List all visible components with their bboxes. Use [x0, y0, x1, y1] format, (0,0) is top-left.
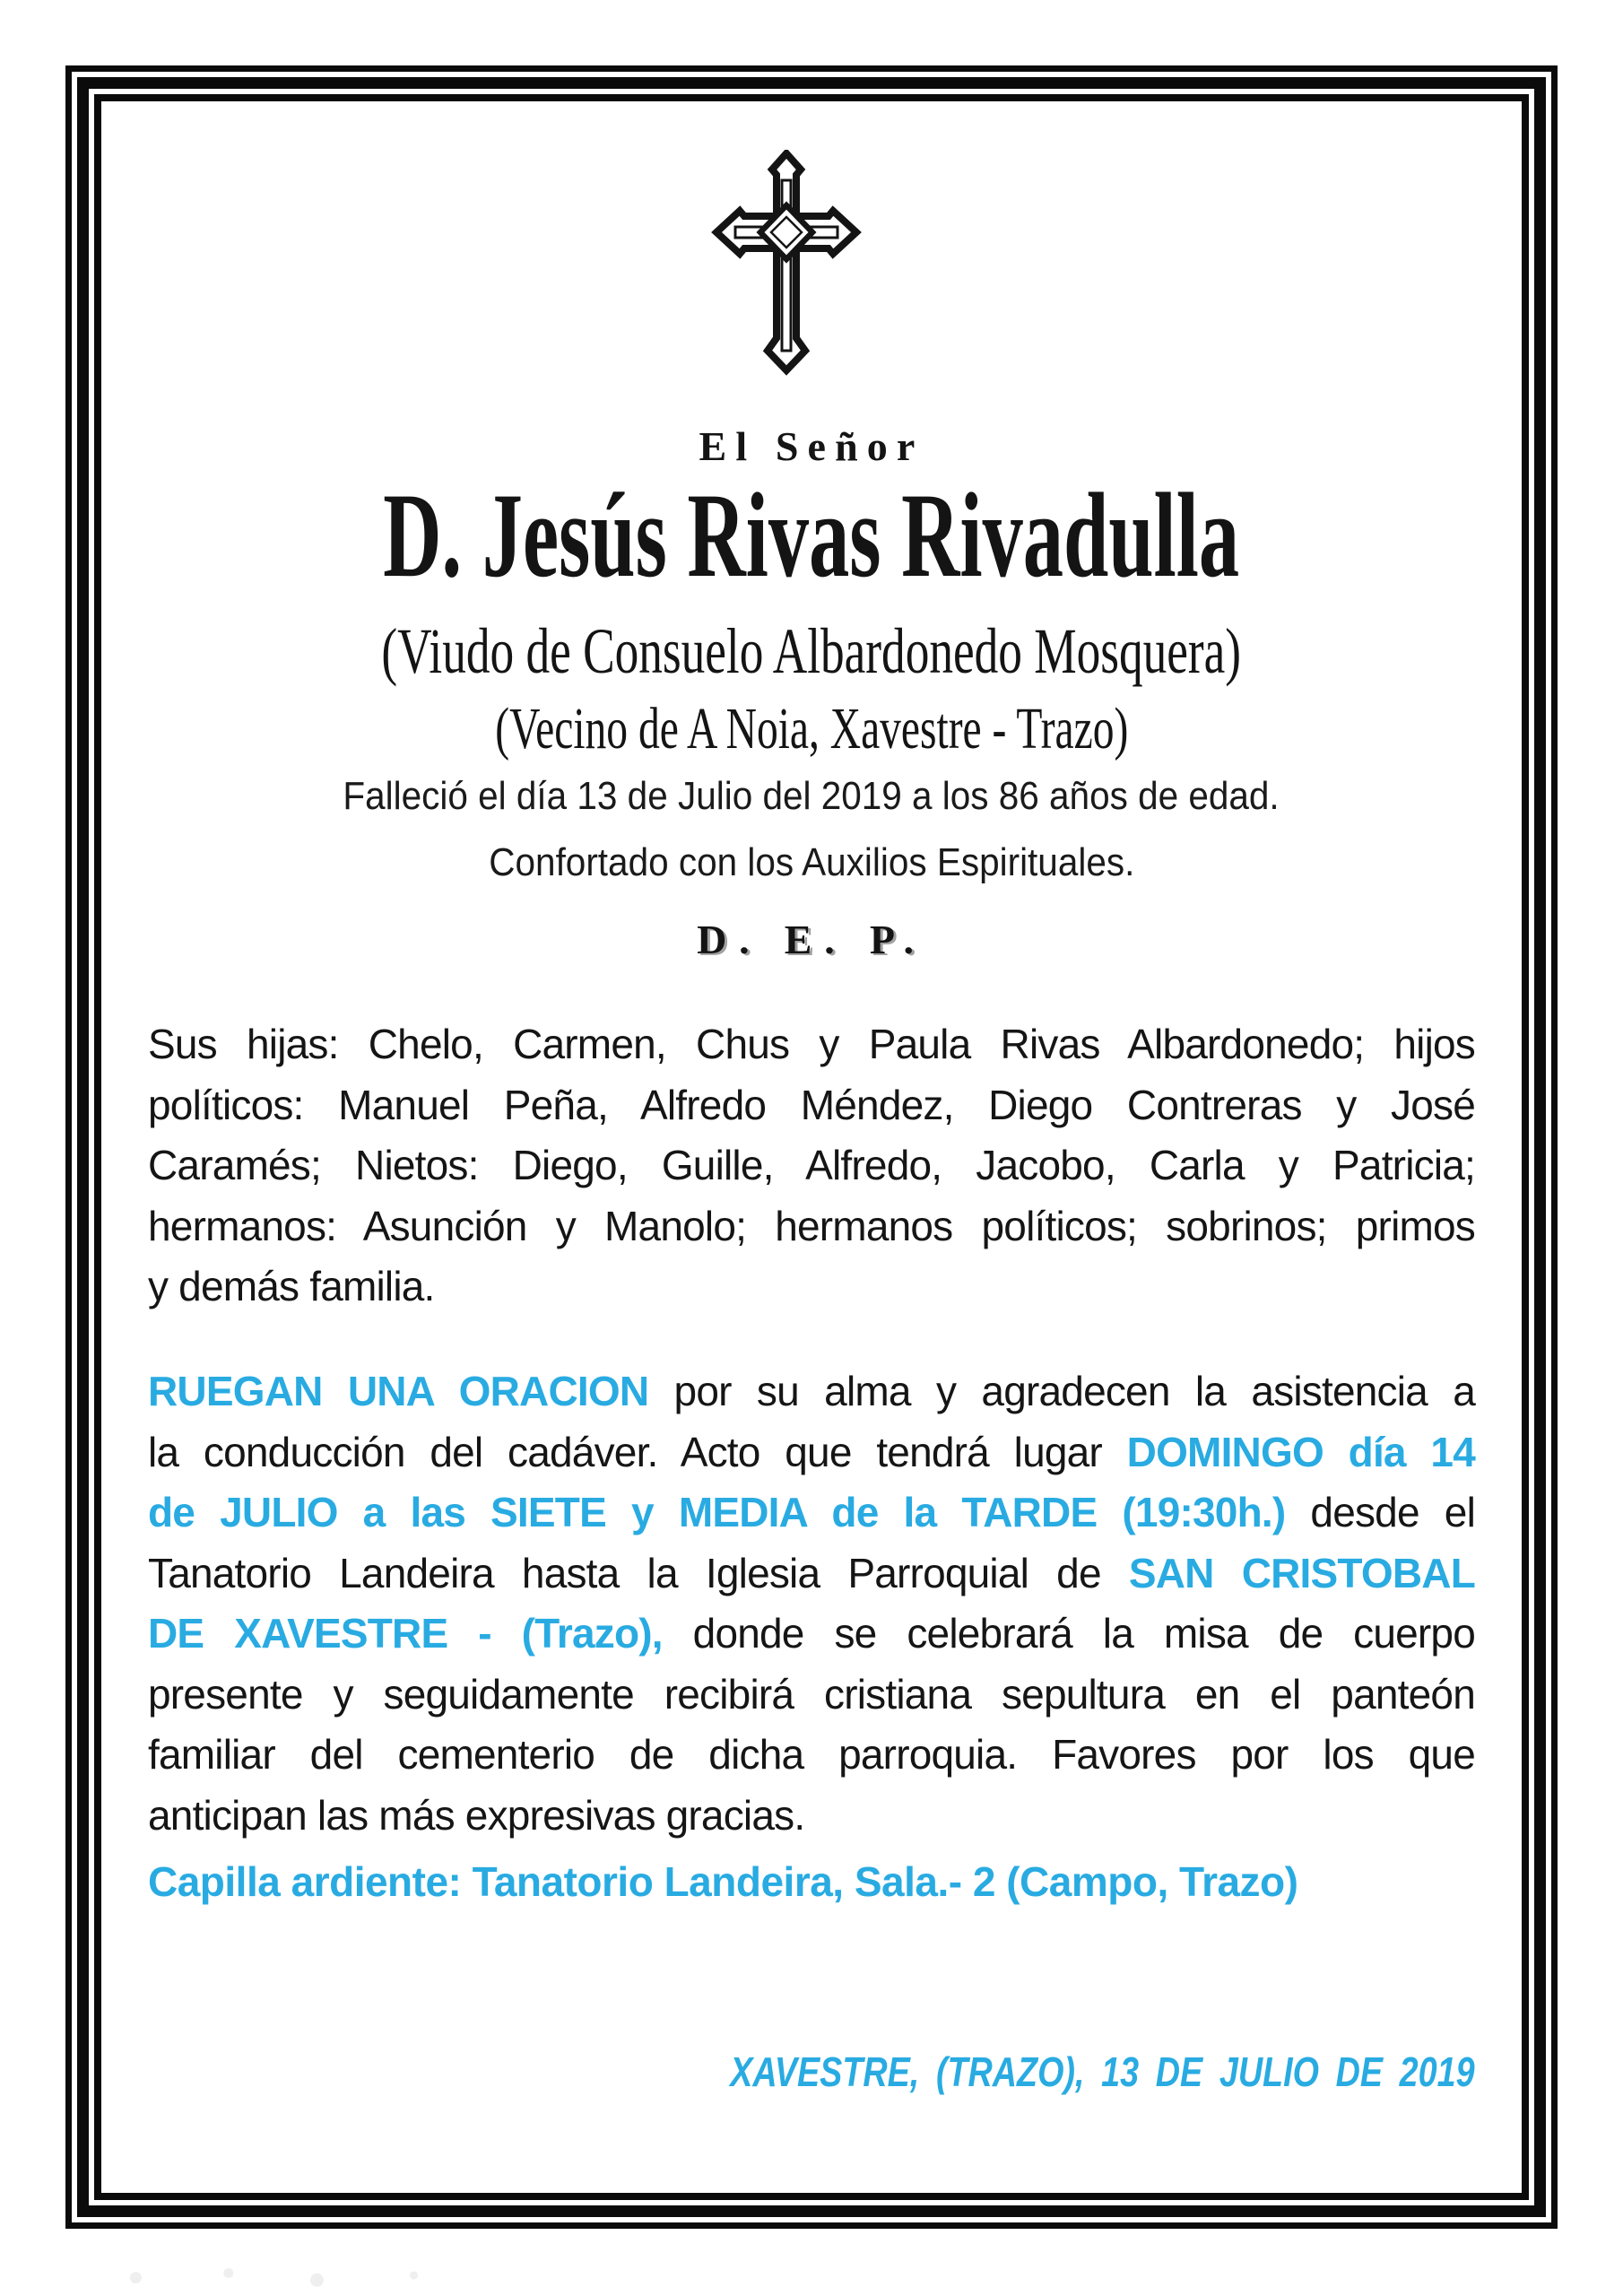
- dep-abbreviation: D. E. P.: [697, 917, 926, 962]
- paragraph-line: [148, 1196, 1475, 1257]
- highlighted-text: DE XAVESTRE - (Trazo),: [148, 1610, 663, 1657]
- body-text: políticos: Manuel Peña, Alfredo Méndez, Diego Contreras y José: [148, 1081, 1475, 1128]
- place-date-line: XAVESTRE, (TRAZO), 13 DE JULIO DE 2019: [730, 2048, 1475, 2095]
- paragraph-line: [148, 1665, 1475, 1726]
- announcement-paragraph: [148, 1361, 1475, 1846]
- body-text: y demás familia.: [148, 1263, 435, 1309]
- residence-line-row: [101, 695, 1522, 763]
- comfort-line-row: [101, 840, 1522, 885]
- paragraph-line: [148, 1135, 1475, 1196]
- body-text: Tanatorio Landeira hasta la Iglesia Parroquial de: [148, 1549, 1129, 1596]
- body-text: anticipan las más expresivas gracias.: [148, 1791, 805, 1839]
- residence-line: (Vecino de A Noia, Xavestre - Trazo): [494, 696, 1129, 761]
- paragraph-line: [148, 1361, 1475, 1422]
- paragraph-line: [148, 1422, 1475, 1483]
- body-text: desde el: [1285, 1489, 1475, 1535]
- paragraph-line: [148, 1604, 1475, 1665]
- comfort-line: Confortado con los Auxilios Espirituales.: [488, 840, 1135, 884]
- death-date-line: Falleció el día 13 de Julio del 2019 a los 86 años de edad.: [343, 774, 1280, 818]
- family-paragraph: [148, 1014, 1475, 1318]
- death-date-line-row: [101, 774, 1522, 819]
- highlighted-text: DOMINGO día 14: [1126, 1428, 1475, 1475]
- paragraph-line: [148, 1483, 1475, 1544]
- body-text: Sus hijas: Chelo, Carmen, Chus y Paula Rivas Albardonedo; hijos: [148, 1021, 1475, 1067]
- chapel-line: Capilla ardiente: Tanatorio Landeira, Sala.- 2 (Campo, Trazo): [148, 1858, 1298, 1905]
- border-frame-inner: [94, 94, 1529, 2200]
- highlighted-text: RUEGAN UNA ORACION: [148, 1368, 649, 1414]
- widower-line: (Viudo de Consuelo Albardonedo Mosquera): [381, 615, 1242, 687]
- highlighted-text: SAN CRISTOBAL: [1128, 1549, 1475, 1596]
- body-text: la conducción del cadáver. Acto que tendrá lugar: [148, 1428, 1127, 1475]
- paragraph-line: [148, 1544, 1475, 1605]
- border-frame-outer: [65, 65, 1558, 2229]
- card-content: [101, 101, 1522, 2193]
- paragraph-line: [148, 1786, 1475, 1847]
- highlighted-text: de JULIO a las SIETE y MEDIA de la TARDE (19:30h.): [148, 1489, 1286, 1535]
- body-text: Caramés; Nietos: Diego, Guille, Alfredo, Jacobo, Carla y Patricia;: [148, 1142, 1475, 1188]
- body-text: donde se celebrará la misa de cuerpo: [662, 1610, 1475, 1657]
- paragraph-line: [148, 1257, 1475, 1318]
- body-text: hermanos: Asunción y Manolo; hermanos políticos; sobrinos; primos: [148, 1202, 1475, 1249]
- paragraph-line: [148, 1725, 1475, 1786]
- place-date-line-row: [148, 2048, 1475, 2096]
- deceased-name: D. Jesús Rivas Rivadulla: [383, 469, 1240, 603]
- paragraph-line: [148, 1014, 1475, 1075]
- cross-icon: [710, 150, 863, 378]
- scan-artifact: [85, 2264, 507, 2287]
- body-text: familiar del cementerio de dicha parroquia. Favores por los que: [148, 1731, 1475, 1778]
- paragraph-line: [148, 1075, 1475, 1136]
- border-frame-middle: [77, 77, 1546, 2217]
- honorific: El Señor: [699, 423, 924, 469]
- body-text: por su alma y agradecen la asistencia a: [648, 1368, 1475, 1414]
- body-text: presente y seguidamente recibirá cristiana sepultura en el panteón: [148, 1670, 1475, 1718]
- deceased-name-row: [101, 469, 1522, 603]
- widower-line-row: [101, 614, 1522, 689]
